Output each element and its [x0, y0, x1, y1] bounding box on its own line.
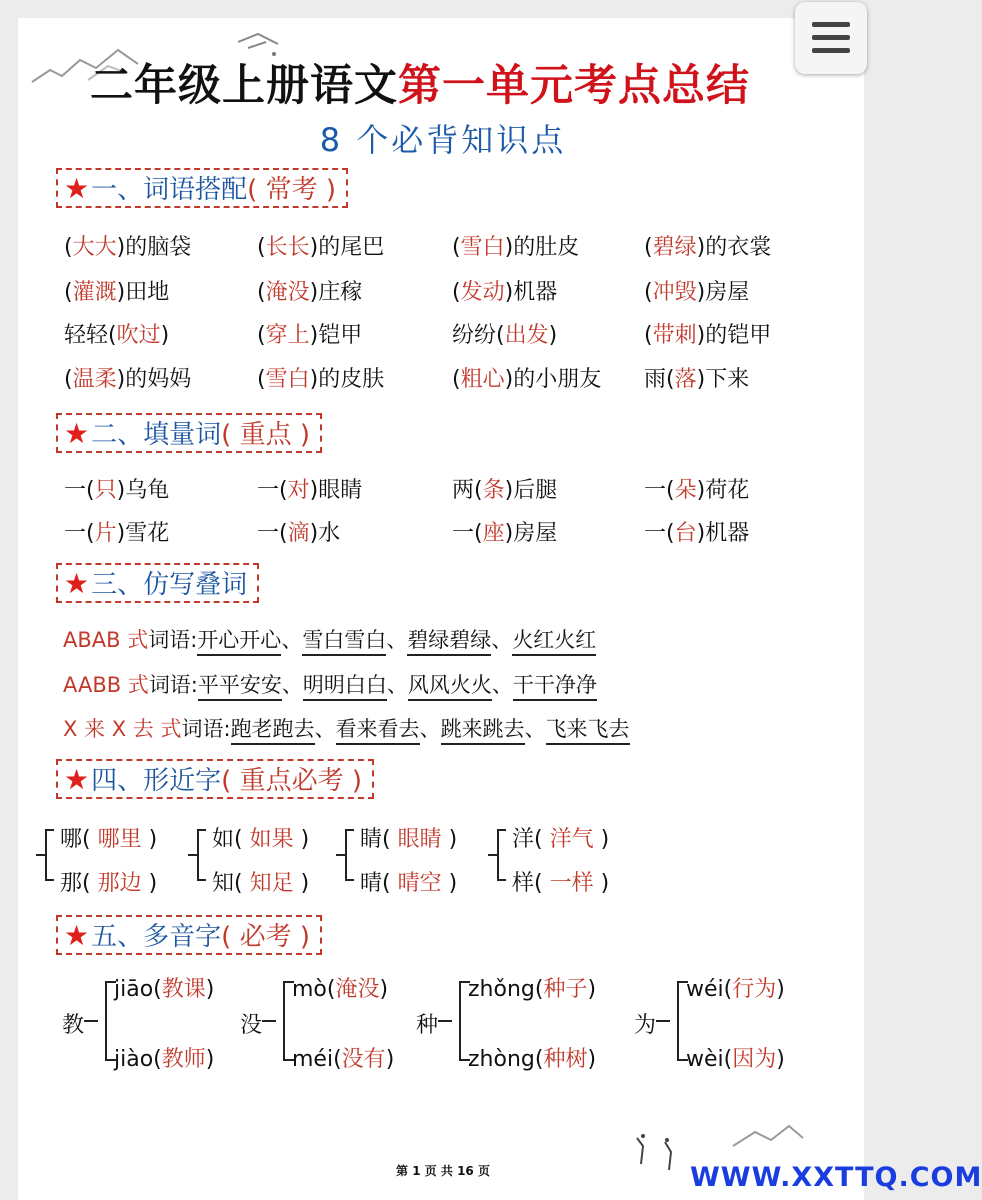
answer: 吹过 [116, 323, 161, 348]
text: ( [452, 280, 461, 305]
section-number: 三、 [91, 570, 144, 600]
paren: ( [534, 827, 550, 852]
section-heading [56, 915, 322, 955]
text: 轻轻( [64, 323, 117, 348]
paren: ) [593, 871, 610, 896]
pinyin: jiāo [114, 977, 154, 1002]
paren: ( [221, 766, 240, 796]
bracket-icon [334, 826, 356, 886]
collocation-item [257, 230, 384, 261]
answer: 雪白 [460, 235, 505, 260]
collocation-item [644, 318, 771, 349]
paren: ) [776, 977, 785, 1002]
character: 如 [212, 827, 235, 852]
bracket-icon [656, 976, 690, 1066]
paren: ( [382, 827, 398, 852]
text: ) [548, 323, 558, 348]
text: ( [64, 280, 73, 305]
similar-char-row [512, 866, 609, 897]
answer: 出发 [504, 323, 549, 348]
similar-char-row [60, 822, 157, 853]
pattern-row [63, 713, 630, 743]
text: ( [452, 367, 461, 392]
character: 哪 [60, 827, 83, 852]
answer: 那边 [97, 871, 142, 896]
pattern-word: 跳来跳去 [441, 717, 525, 745]
menu-icon-bar [812, 35, 850, 40]
paren: ( [153, 1047, 162, 1072]
answer: 台 [674, 521, 697, 546]
answer: 发动 [460, 280, 505, 305]
measure-word-item [257, 473, 362, 504]
pattern-suffix: 词语: [181, 717, 231, 741]
answer: 教师 [161, 1047, 206, 1072]
answer: 片 [94, 521, 117, 546]
star-icon: ★ [64, 763, 90, 796]
text: ( [257, 235, 266, 260]
section-name: 多音字 [143, 922, 222, 952]
pattern-suffix: 词语: [148, 673, 198, 697]
section-number: 五、 [91, 922, 144, 952]
section-tag: 重点 [239, 420, 292, 450]
collocation-item [257, 362, 384, 393]
text: 一( [644, 521, 675, 546]
answer: 座 [482, 521, 505, 546]
text: )荷花 [696, 478, 750, 503]
text: )的肚皮 [504, 235, 580, 260]
separator: 、 [419, 717, 441, 741]
text: ( [257, 280, 266, 305]
measure-word-item [257, 516, 340, 547]
similar-char-row [212, 866, 309, 897]
answer: 落 [674, 367, 697, 392]
section-name: 仿写叠词 [143, 570, 248, 600]
text: ( [64, 367, 73, 392]
pattern-word: 看来看去 [336, 717, 420, 745]
text: ( [64, 235, 73, 260]
polyphone-reading [686, 1042, 785, 1073]
collocation-item [64, 275, 169, 306]
section-name: 词语搭配 [143, 175, 248, 205]
separator: 、 [314, 717, 336, 741]
section-tag: 常考 [265, 175, 318, 205]
character: 样 [512, 871, 535, 896]
text: 一( [452, 521, 483, 546]
answer: 种树 [543, 1047, 588, 1072]
character: 洋 [512, 827, 535, 852]
paren: ) [379, 977, 389, 1002]
text: 一( [257, 478, 288, 503]
section-tag: 重点必考 [239, 766, 344, 796]
answer: 对 [287, 478, 310, 503]
section-tag: 必考 [239, 922, 292, 952]
text: )的妈妈 [116, 367, 192, 392]
answer: 因为 [732, 1047, 777, 1072]
text: )水 [309, 521, 341, 546]
pattern-word: 雪白雪白 [302, 628, 386, 656]
text: )眼睛 [309, 478, 363, 503]
collocation-item [257, 275, 362, 306]
answer: 种子 [543, 977, 588, 1002]
paren: ( [221, 922, 240, 952]
answer: 一样 [549, 871, 594, 896]
answer: 雪白 [265, 367, 310, 392]
text: )的脑袋 [116, 235, 192, 260]
section-heading [56, 759, 374, 799]
answer: 粗心 [460, 367, 505, 392]
paren: ) [293, 871, 310, 896]
pattern-word: 平平安安 [198, 673, 282, 701]
collocation-item [64, 362, 191, 393]
answer: 温柔 [72, 367, 117, 392]
character: 晴 [360, 871, 383, 896]
text: 一( [644, 478, 675, 503]
collocation-item [452, 230, 579, 261]
answer: 洋气 [549, 827, 594, 852]
text: 一( [64, 478, 95, 503]
answer: 晴空 [397, 871, 442, 896]
polyphone-reading [468, 1042, 596, 1073]
answer: 冲毁 [652, 280, 697, 305]
text: )下来 [696, 367, 750, 392]
section-number: 一、 [91, 175, 144, 205]
separator: 、 [386, 628, 408, 652]
character: 睛 [360, 827, 383, 852]
menu-button[interactable] [795, 2, 867, 74]
collocation-item [64, 230, 191, 261]
star-icon: ★ [64, 172, 90, 205]
text: )的尾巴 [309, 235, 385, 260]
bracket-icon [262, 976, 296, 1066]
answer: 长长 [265, 235, 310, 260]
answer: 淹没 [265, 280, 310, 305]
similar-char-row [360, 822, 457, 853]
character: 那 [60, 871, 83, 896]
pattern-row [63, 624, 596, 654]
paren: ) [291, 420, 310, 450]
bracket-icon [186, 826, 208, 886]
pattern-word: 跑老跑去 [231, 717, 315, 745]
character: 没 [240, 1013, 263, 1038]
text: )田地 [116, 280, 170, 305]
text: )房屋 [696, 280, 750, 305]
answer: 大大 [72, 235, 117, 260]
menu-icon [812, 22, 850, 27]
paren: ) [385, 1047, 395, 1072]
answer: 穿上 [265, 323, 310, 348]
separator: 、 [491, 673, 513, 697]
text: ( [452, 235, 461, 260]
text: ) [160, 323, 170, 348]
text: )的皮肤 [309, 367, 385, 392]
paren: ) [205, 1047, 215, 1072]
measure-word-item [64, 473, 169, 504]
text: )乌龟 [116, 478, 170, 503]
character: 教 [62, 1013, 85, 1038]
answer: 眼睛 [397, 827, 442, 852]
answer: 如果 [249, 827, 294, 852]
text: )铠甲 [309, 323, 363, 348]
paren: ( [534, 977, 544, 1002]
text: )的小朋友 [504, 367, 602, 392]
character: 为 [634, 1013, 657, 1038]
text: ( [644, 235, 653, 260]
answer: 碧绿 [652, 235, 697, 260]
answer: 带刺 [652, 323, 697, 348]
answer: 只 [94, 478, 117, 503]
text: )机器 [504, 280, 558, 305]
separator: 、 [386, 673, 408, 697]
paren: ( [82, 871, 98, 896]
paren: ) [141, 871, 158, 896]
polyphone-reading [292, 1042, 394, 1073]
paren: ) [291, 922, 310, 952]
text: ( [257, 323, 266, 348]
paren: ( [234, 871, 250, 896]
text: 两( [452, 478, 483, 503]
collocation-item [644, 230, 771, 261]
text: )庄稼 [309, 280, 363, 305]
text: 一( [257, 521, 288, 546]
paren: ( [221, 420, 240, 450]
measure-word-item [644, 516, 749, 547]
paren: ) [317, 175, 336, 205]
paren: ( [333, 1047, 342, 1072]
polyphone-character [416, 1008, 438, 1039]
paren: ) [141, 827, 158, 852]
measure-word-item [452, 473, 557, 504]
collocation-item [452, 275, 557, 306]
pattern-word: 风风火火 [408, 673, 492, 701]
separator: 、 [281, 673, 303, 697]
paren: ( [153, 977, 162, 1002]
text: )机器 [696, 521, 750, 546]
section-number: 二、 [91, 420, 144, 450]
collocation-item [257, 318, 362, 349]
star-icon: ★ [64, 919, 90, 952]
measure-word-item [64, 516, 169, 547]
pattern-word: 火红火红 [512, 628, 596, 656]
answer: 朵 [674, 478, 697, 503]
page-subtitle: 8 个必背知识点 [319, 121, 567, 159]
answer: 滴 [287, 521, 310, 546]
pinyin: wèi [686, 1047, 724, 1072]
paren: ( [534, 871, 550, 896]
similar-char-row [512, 822, 609, 853]
page-footer: 第 1 页 共 16 页 [396, 1164, 490, 1178]
pattern-label: X 来 X 去 式 [63, 717, 182, 741]
paren: ) [587, 977, 597, 1002]
bracket-icon [34, 826, 56, 886]
pinyin: jiào [114, 1047, 154, 1072]
text: ( [257, 367, 266, 392]
text: )雪花 [116, 521, 170, 546]
collocation-item [64, 318, 169, 349]
paren: ( [326, 977, 336, 1002]
text: )的铠甲 [696, 323, 772, 348]
polyphone-character [62, 1008, 84, 1039]
similar-char-row [60, 866, 157, 897]
paren: ) [343, 766, 362, 796]
polyphone-reading [114, 1042, 214, 1073]
menu-icon-bar [812, 48, 850, 53]
similar-char-row [360, 866, 457, 897]
polyphone-character [634, 1008, 656, 1039]
star-icon: ★ [64, 417, 90, 450]
polyphone-reading [468, 972, 596, 1003]
answer: 哪里 [97, 827, 142, 852]
section-heading [56, 168, 348, 208]
paren: ( [723, 977, 733, 1002]
separator: 、 [524, 717, 546, 741]
separator: 、 [281, 628, 303, 652]
paren: ( [82, 827, 98, 852]
answer: 淹没 [335, 977, 380, 1002]
text: )房屋 [504, 521, 558, 546]
pattern-row [63, 669, 597, 699]
answer: 知足 [249, 871, 294, 896]
collocation-item [644, 275, 749, 306]
pattern-suffix: 词语: [148, 628, 198, 652]
pattern-label: ABAB 式 [63, 628, 149, 652]
pinyin: wéi [686, 977, 724, 1002]
answer: 灌溉 [72, 280, 117, 305]
similar-char-row [212, 822, 309, 853]
paren: ) [205, 977, 215, 1002]
pattern-word: 碧绿碧绿 [407, 628, 491, 656]
measure-word-item [452, 516, 557, 547]
pattern-word: 开心开心 [197, 628, 281, 656]
star-icon: ★ [64, 567, 90, 600]
page-title: 二年级上册语文第一单元考点总结 [90, 61, 750, 111]
section-heading [56, 563, 259, 603]
answer: 条 [482, 478, 505, 503]
measure-word-item [644, 473, 749, 504]
text: 雨( [644, 367, 675, 392]
answer: 教课 [161, 977, 206, 1002]
polyphone-reading [114, 972, 214, 1003]
polyphone-reading [686, 972, 785, 1003]
paren: ) [776, 1047, 785, 1072]
character: 知 [212, 871, 235, 896]
paren: ( [247, 175, 266, 205]
separator: 、 [491, 628, 513, 652]
pattern-word: 明明白白 [303, 673, 387, 701]
paren: ) [587, 1047, 597, 1072]
answer: 没有 [341, 1047, 386, 1072]
text: )的衣裳 [696, 235, 772, 260]
watermark: WWW.XXTTQ.COM [690, 1162, 982, 1193]
paren: ) [441, 827, 458, 852]
text: ( [644, 280, 653, 305]
pinyin: méi [292, 1047, 334, 1072]
collocation-item [452, 318, 557, 349]
text: 纷纷( [452, 323, 505, 348]
section-name: 填量词 [143, 420, 222, 450]
paren: ) [441, 871, 458, 896]
section-name: 形近字 [143, 766, 222, 796]
paren: ( [234, 827, 250, 852]
pattern-label: AABB 式 [63, 673, 149, 697]
bracket-icon [438, 976, 472, 1066]
pattern-word: 飞来飞去 [546, 717, 630, 745]
polyphone-reading [292, 972, 388, 1003]
paren: ) [593, 827, 610, 852]
pinyin: zhǒng [468, 977, 535, 1002]
collocation-item [452, 362, 601, 393]
collocation-item [644, 362, 749, 393]
character: 种 [416, 1013, 439, 1038]
pattern-word: 干干净净 [513, 673, 597, 701]
section-number: 四、 [91, 766, 144, 796]
answer: 行为 [732, 977, 777, 1002]
paren: ( [382, 871, 398, 896]
bracket-icon [486, 826, 508, 886]
paren: ( [723, 1047, 733, 1072]
section-heading [56, 413, 322, 453]
paren: ) [293, 827, 310, 852]
text: )后腿 [504, 478, 558, 503]
polyphone-character [240, 1008, 262, 1039]
bracket-icon [84, 976, 118, 1066]
paren: ( [534, 1047, 544, 1072]
text: 一( [64, 521, 95, 546]
pinyin: zhòng [468, 1047, 535, 1072]
pinyin: mò [292, 977, 327, 1002]
text: ( [644, 323, 653, 348]
